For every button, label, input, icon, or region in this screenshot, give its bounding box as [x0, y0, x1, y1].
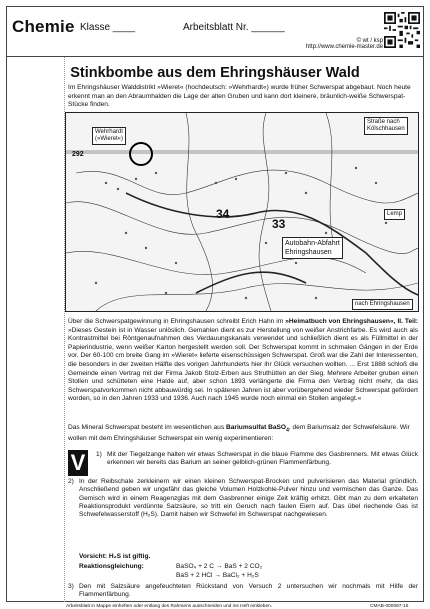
- quote-lead: Über die Schwerspatgewinnung in Ehringshausen schreibt Erich Hahn im: [68, 318, 286, 325]
- intro-paragraph: Im Ehringshäuser Walddistrikt »Wieret« (hochdeutsch: »Wehrhardt«) wurde früher Schwerspat abgebaut. Noch heute erkennt man an den Abraumhalden die Lage der alten Gruben und kann dort kleinere, bräunlich-weiße Schwerspat-Stücke finden.: [68, 84, 411, 109]
- mineral-paragraph: [68, 424, 418, 444]
- qr-code-icon: [384, 12, 420, 48]
- label-lemp: Lemp: [384, 209, 405, 220]
- label-nach-ehringshausen: nach Ehringshausen: [352, 299, 413, 310]
- klasse-field: Klasse ____: [80, 22, 136, 33]
- versuch-badge: V: [68, 450, 88, 476]
- subject-title: Chemie: [12, 17, 75, 36]
- step-number: 2): [68, 478, 74, 485]
- copyright-note: © wt / ksp: [356, 38, 383, 44]
- step-number: 1): [96, 451, 102, 458]
- label-strasse: Straße nach Kölschhausen: [364, 117, 408, 135]
- header-rule: [6, 56, 424, 57]
- step-number: 3): [68, 583, 74, 590]
- para2-a: Das Mineral Schwerspat besteht im wesentlichen aus: [68, 424, 226, 431]
- quote-text: »Dieses Gestein ist in Wasser unlöslich. Gemahlen dient es zur Herstellung von weißer Anstrichfarbe. Es wird auch als Kontrastmittel bei Röntgenaufnahmen des Verdauungskanals verwendet und schließlich dient es als Füllmittel in der Papierindustrie, wenn weißer Karton hergestellt werden soll. Der Schwerspat kommt in schmalen Gängen in der Erde vor. Der 60-100 cm breite Gang im »Wieret« lieferte eisenschüssigen Schwerspat. Groß war die Zahl der Interessenten, die besonders in der zweiten Hälfte des vorigen Jahrhunderts hier ihr Glück versuchen wollten. ... Erst 1888 schloß die Gemeinde einen Vertrag mit der Firma Jakob Stolz-Erben aus Struthütten an der Sieg. Mehrere Arbeiter gruben einen Stollen und schütteten eine Halde auf, aber schon 1893 verlängerte die Firma den Vertrag nicht mehr, da das Schwerspatvorkommen nicht abbauwürdig sei. In späteren Jahren ist aber vorübergehend wieder Schwerspat gefördert worden, so in den Jahren 1933 und 1936. Auch nach 1945 wurde noch einmal ein Stollen angelegt.«: [68, 326, 418, 403]
- step-text: Mit der Tiegelzange halten wir etwas Schwerspat in die blaue Flamme des Gasbrenners. Mit etwas Glück erkennen wir bereits das Barium an seiner gelblich-grünen Flammenfärbung.: [107, 451, 418, 467]
- reaction-1: BaSO₄ + 2 C → BaS + 2 CO₂: [176, 563, 263, 570]
- label-autobahn: Autobahn-Abfahrt Ehringshausen: [282, 237, 343, 259]
- reaction-label: Reaktionsgleichung:: [79, 563, 144, 570]
- map-number: 292: [72, 151, 84, 158]
- arbeitsblatt-field: Arbeitsblatt Nr. ______: [183, 22, 285, 33]
- footer-instruction: Arbeitsblatt in Mappe einheften oder entlang des Rahmens ausschneiden und ins Heft einkleben.: [66, 604, 273, 609]
- para2-c: , dem Bariumsalz der Schwefelsäure. Wir wollen mit dem Ehringshäuser Schwerspat ein wenig experimentieren:: [68, 424, 410, 442]
- quote-book-title: »Heimatbuch von Ehringshausen«, II. Teil:: [285, 318, 418, 325]
- step-text: Den mit Salzsäure angefeuchteten Rückstand von Versuch 2 untersuchen wir nochmals mit Hilfe der Flammenfärbung.: [79, 583, 418, 599]
- label-wehrhardt: Wehrhardt (»Wieret«): [92, 127, 126, 145]
- warning-text: Vorsicht: H₂S ist giftig.: [79, 553, 151, 560]
- quote-paragraph: [68, 318, 418, 404]
- para2-formula: Bariumsulfat BaSO$_4$: [225, 424, 289, 434]
- step-text: In der Reibschale zerkleinern wir einen kleinen Schwerspat-Brocken und pulverisieren das Material gründlich. Anschließend geben wir ungefähr das gleiche Volumen Holzkohle-Pulver hinzu und vermischen das Ganze. Das Gemisch wird in einem Reagenzglas mit dem Gasbrenner einige Zeit kräftig erhitzt. Gibt man zu dem erkalteten Reaktionsprodukt verdünnte Salzsäure, so tritt ein Geruch nach faulen Eiern auf. Das übel riechende Gas ist Schwefelwasserstoff (H₂S). Damit haben wir Schwefel im Schwerspat nachgewiesen.: [79, 478, 418, 519]
- topographic-map: [65, 112, 419, 312]
- footer-code: CMAB-000087-15: [370, 604, 409, 609]
- worksheet-title: Stinkbombe aus dem Ehringshäuser Wald: [70, 65, 360, 81]
- map-number: 33: [272, 217, 286, 231]
- reaction-2: BaS + 2 HCl → BaCl₂ + H₂S: [176, 572, 259, 579]
- website-link[interactable]: http://www.chemie-master.de: [305, 44, 383, 50]
- map-number: 34: [216, 207, 230, 221]
